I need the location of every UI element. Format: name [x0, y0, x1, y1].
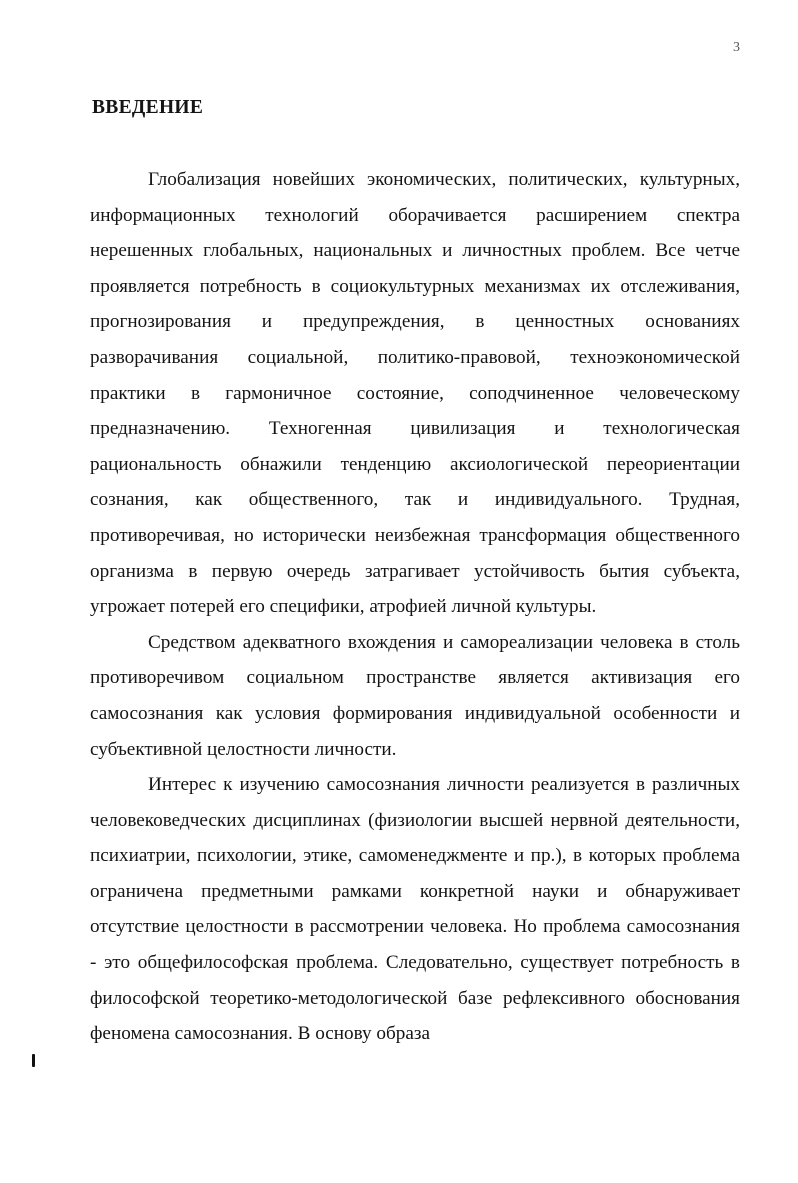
page-number: 3: [733, 40, 740, 55]
paragraph: Средством адекватного вхождения и самореализации человека в столь противоречивом социальном пространстве является активизация его самосознания как условия формирования индивидуальной особенности и субъективной целостности личности.: [90, 631, 740, 760]
paragraph: Глобализация новейших экономических, политических, культурных, информационных технологий оборачивается расширением спектра нерешенных глобальных, национальных и личностных проблем. Все четче проявляется потребность в социокультурных механизмах их отслеживания, прогнозирования и предупреждения, в ценностных основаниях разворачивания социальной, политико-правовой, техноэкономической практики в гармоничное состояние, соподчиненное человеческому предназначению. Техногенная цивилизация и технологическая рациональность обнажили тенденцию аксиологической переориентации сознания, как общественного, так и индивидуального. Трудная, противоречивая, но исторически неизбежная трансформация общественного организма в первую очередь затрагивает устойчивость бытия субъекта, угрожает потерей его специфики, атрофией личной культуры.: [90, 169, 740, 618]
section-heading: ВВЕДЕНИЕ: [92, 97, 204, 118]
body-text: [90, 162, 740, 1052]
paragraph: Интерес к изучению самосознания личности реализуется в различных человековедческих дисциплинах (физиологии высшей нервной деятельности, психиатрии, психологии, этике, самоменеджменте и пр.), в которых проблема ограничена предметными рамками конкретной науки и обнаруживает отсутствие целостности в рассмотрении человека. Но проблема самосознания - это общефилософская проблема. Следовательно, существует потребность в философской теоретико-методологической базе рефлексивного обоснования феномена самосознания. В основу образа: [90, 774, 740, 1045]
margin-mark: [32, 1054, 35, 1067]
